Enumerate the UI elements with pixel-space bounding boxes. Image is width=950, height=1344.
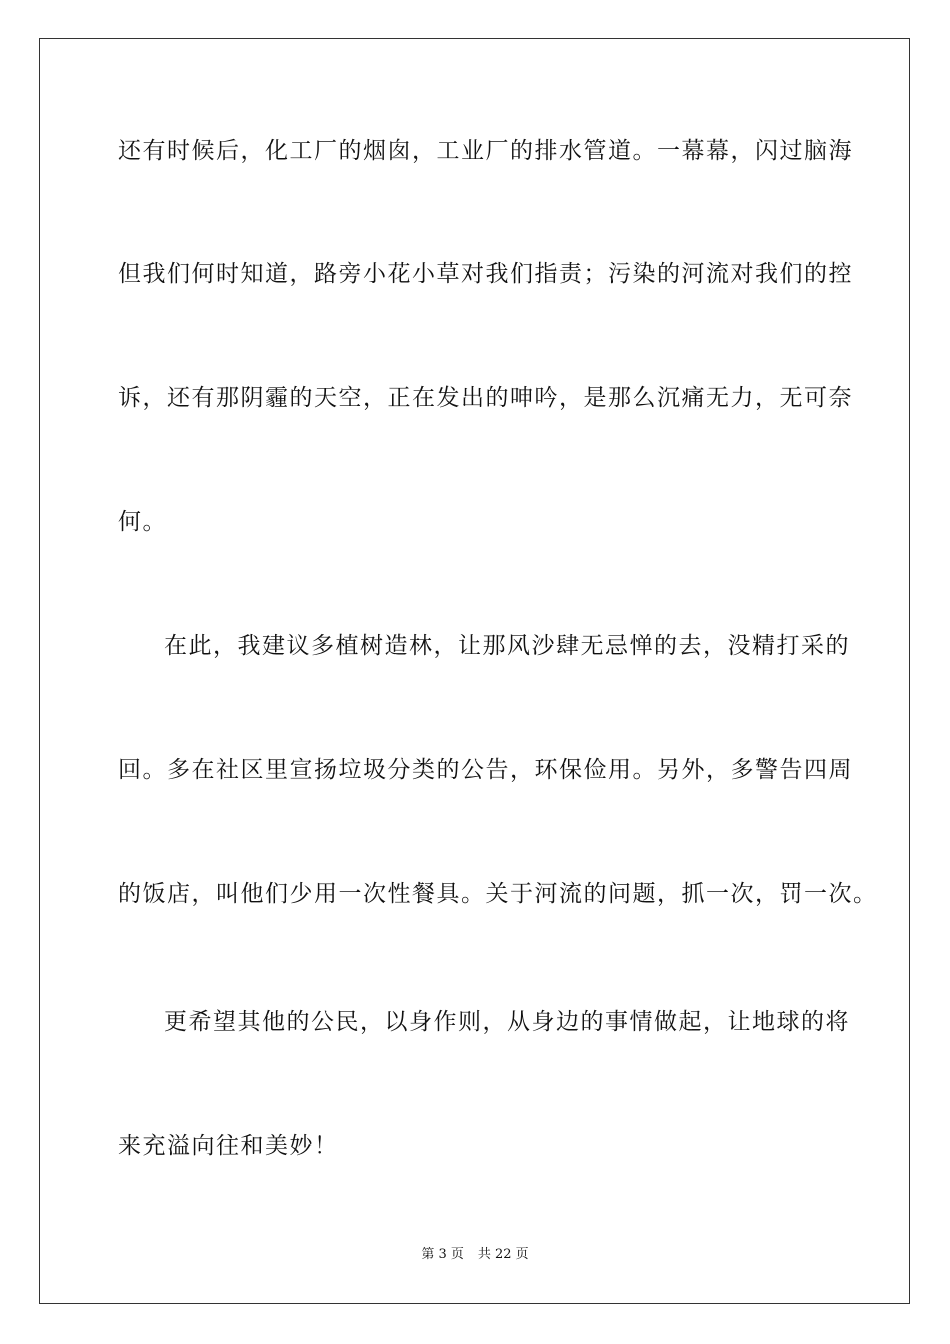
- text-line-3: 诉，还有那阴霾的天空，正在发出的呻吟，是那么沉痛无力，无可奈: [118, 385, 853, 411]
- page-footer: [0, 1246, 950, 1264]
- page-total: 共 22 页: [477, 1247, 529, 1262]
- text-line-4: 何。: [118, 509, 167, 535]
- text-line-5: 在此，我建议多植树造林，让那风沙肆无忌惮的去，没精打采的: [164, 633, 850, 659]
- text-line-1: 还有时候后，化工厂的烟囱，工业厂的排水管道。一幕幕，闪过脑海: [118, 138, 853, 164]
- page-border: [39, 38, 910, 1304]
- text-line-6: 回。多在社区里宣扬垃圾分类的公告，环保俭用。另外，多警告四周: [118, 757, 853, 783]
- text-line-9: 来充溢向往和美妙！: [118, 1133, 339, 1159]
- text-line-2: 但我们何时知道，路旁小花小草对我们指责；污染的河流对我们的控: [118, 261, 853, 287]
- text-line-8: 更希望其他的公民，以身作则，从身边的事情做起，让地球的将: [164, 1009, 850, 1035]
- page-number: 第 3 页: [421, 1247, 464, 1262]
- text-line-7: 的饭店，叫他们少用一次性餐具。关于河流的问题，抓一次，罚一次。: [118, 881, 878, 907]
